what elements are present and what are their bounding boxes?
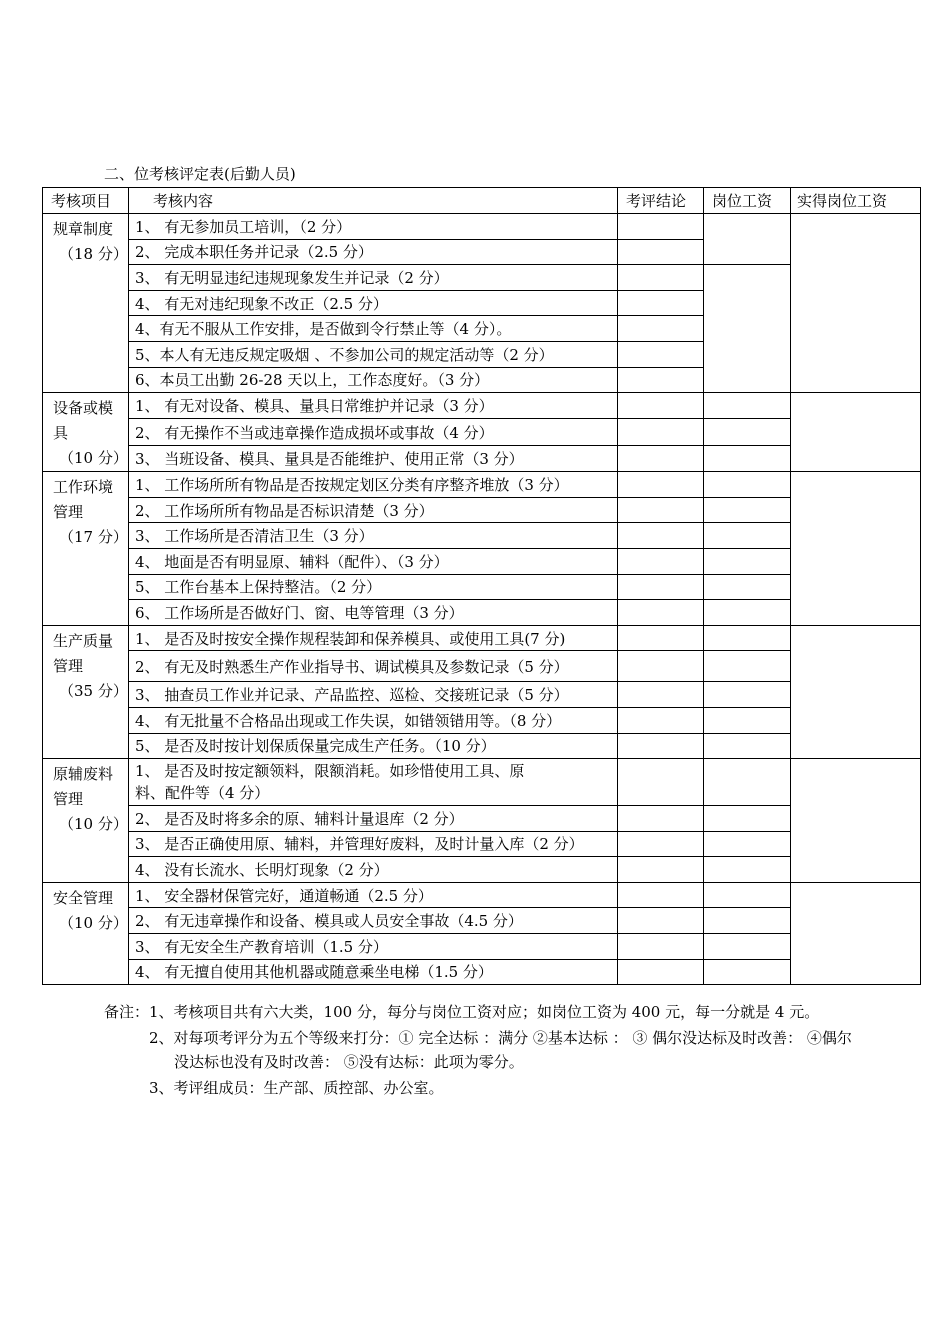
item-text: 6、 工作场所是否做好门、窗、电等管理（3 分） xyxy=(129,600,618,626)
category-name: 生产质量管理 xyxy=(53,631,114,675)
conclusion-cell[interactable] xyxy=(618,908,704,934)
table-row xyxy=(43,600,921,626)
table-row xyxy=(43,472,921,498)
category-score: （10 分） xyxy=(59,815,128,834)
item-text: 4、 有无擅自使用其他机器或随意乘坐电梯（1.5 分） xyxy=(129,959,618,985)
table-row xyxy=(43,908,921,934)
conclusion-cell[interactable] xyxy=(618,445,704,471)
table-row xyxy=(43,959,921,985)
conclusion-cell[interactable] xyxy=(618,625,704,651)
wage-cell[interactable] xyxy=(704,445,791,471)
wage-cell[interactable] xyxy=(704,733,791,759)
header-actual-wage: 实得岗位工资 xyxy=(791,188,921,214)
page-title: 二、位考核评定表(后勤人员) xyxy=(104,165,296,183)
conclusion-cell[interactable] xyxy=(618,523,704,549)
category-score: （10 分） xyxy=(59,449,128,468)
table-row xyxy=(43,934,921,960)
category-cell xyxy=(43,882,129,984)
header-row xyxy=(43,188,921,214)
wage-cell[interactable] xyxy=(704,759,791,806)
table-row xyxy=(43,882,921,908)
category-score: （18 分） xyxy=(59,245,128,263)
actual-wage-cell[interactable] xyxy=(791,393,921,472)
wage-cell[interactable] xyxy=(704,625,791,651)
item-text: 4、 地面是否有明显原、辅料（配件）、（3 分） xyxy=(129,548,618,574)
item-text: 1、 工作场所所有物品是否按规定划区分类有序整齐堆放（3 分） xyxy=(129,472,618,498)
wage-cell[interactable] xyxy=(704,651,791,682)
conclusion-cell[interactable] xyxy=(618,341,704,367)
category-cell xyxy=(43,625,129,758)
category-name: 设备或模具 xyxy=(53,399,114,443)
item-text: 2、 是否及时将多余的原、辅料计量退库（2 分） xyxy=(129,806,618,832)
conclusion-cell[interactable] xyxy=(618,759,704,806)
item-text: 1、 安全器材保管完好，通道畅通（2.5 分） xyxy=(129,882,618,908)
wage-cell[interactable] xyxy=(704,574,791,600)
actual-wage-cell[interactable] xyxy=(791,625,921,758)
conclusion-cell[interactable] xyxy=(618,682,704,708)
wage-cell[interactable] xyxy=(704,682,791,708)
item-text: 1、 有无对设备、模具、量具日常维护并记录（3 分） xyxy=(129,393,618,419)
wage-cell[interactable] xyxy=(704,857,791,883)
item-text: 4、 有无批量不合格品出现或工作失误，如错领错用等。（8 分） xyxy=(129,707,618,733)
table-row xyxy=(43,445,921,471)
item-text: 3、 当班设备、模具、量具是否能维护、使用正常（3 分） xyxy=(129,445,618,471)
conclusion-cell[interactable] xyxy=(618,265,704,291)
conclusion-cell[interactable] xyxy=(618,934,704,960)
conclusion-cell[interactable] xyxy=(618,831,704,857)
evaluation-table xyxy=(42,187,921,985)
table-row xyxy=(43,548,921,574)
category-score: （35 分） xyxy=(59,681,128,700)
category-score: （10 分） xyxy=(59,913,128,932)
item-text: 3、 工作场所是否清洁卫生（3 分） xyxy=(129,523,618,549)
item-text: 2、 有无及时熟悉生产作业指导书、调试模具及参数记录（5 分） xyxy=(129,651,618,682)
category-cell xyxy=(43,759,129,883)
wage-cell[interactable] xyxy=(704,959,791,985)
conclusion-cell[interactable] xyxy=(618,806,704,832)
item-text: 1、 是否及时按定额领料，限额消耗。如珍惜使用工具、原料、配件等（4 分） xyxy=(129,759,618,806)
category-name: 安全管理 xyxy=(53,888,114,907)
conclusion-cell[interactable] xyxy=(618,214,704,240)
wage-cell[interactable] xyxy=(704,472,791,498)
conclusion-cell[interactable] xyxy=(618,548,704,574)
category-cell xyxy=(43,472,129,626)
wage-cell[interactable] xyxy=(704,600,791,626)
item-text: 4、 有无对违纪现象不改正（2.5 分） xyxy=(129,290,618,316)
table-row xyxy=(43,759,921,806)
conclusion-cell[interactable] xyxy=(618,239,704,265)
actual-wage-cell[interactable] xyxy=(791,214,921,393)
wage-cell[interactable] xyxy=(704,419,791,445)
item-text: 5、 是否及时按计划保质保量完成生产任务。（10 分） xyxy=(129,733,618,759)
conclusion-cell[interactable] xyxy=(618,600,704,626)
wage-cell[interactable] xyxy=(704,882,791,908)
wage-cell[interactable] xyxy=(704,934,791,960)
header-content: 考核内容 xyxy=(129,188,618,214)
header-wage: 岗位工资 xyxy=(704,188,791,214)
actual-wage-cell[interactable] xyxy=(791,882,921,984)
note-3: 3、考评组成员：生产部、质控部、办公室。 xyxy=(149,1079,444,1097)
conclusion-cell[interactable] xyxy=(618,393,704,419)
note-1: 备注：1、考核项目共有六大类，100 分，每分与岗位工资对应；如岗位工资为 400 元，每一分就是 4 元。 xyxy=(104,1003,820,1021)
note-2: 2、对每项考评分为五个等级来打分：① 完全达标 ：满分 ②基本达标 ： ③ 偶尔没达标及时改善： ④偶尔没达标也没有及时改善： ⑤没有达标：此项为零分。 xyxy=(149,1029,852,1071)
item-text: 2、 工作场所所有物品是否标识清楚（3 分） xyxy=(129,497,618,523)
table-row xyxy=(43,651,921,682)
wage-cell[interactable] xyxy=(704,908,791,934)
wage-cell[interactable] xyxy=(704,707,791,733)
wage-cell[interactable] xyxy=(704,214,791,265)
category-score: （17 分） xyxy=(59,528,128,547)
category-name: 原辅废料管理 xyxy=(53,765,114,809)
wage-cell[interactable] xyxy=(704,265,791,393)
table-row xyxy=(43,214,921,240)
wage-cell[interactable] xyxy=(704,523,791,549)
category-cell xyxy=(43,393,129,472)
category-name: 规章制度 xyxy=(53,220,114,238)
item-text: 6、本员工出勤 26-28 天以上，工作态度好。（3 分） xyxy=(129,367,618,393)
notes-section xyxy=(104,1000,864,1100)
table-row xyxy=(43,419,921,445)
table-row xyxy=(43,733,921,759)
conclusion-cell[interactable] xyxy=(618,959,704,985)
table-row xyxy=(43,707,921,733)
actual-wage-cell[interactable] xyxy=(791,759,921,883)
category-name: 工作环境管理 xyxy=(53,478,114,522)
item-text: 2、 有无违章操作和设备、模具或人员安全事故（4.5 分） xyxy=(129,908,618,934)
conclusion-cell[interactable] xyxy=(618,857,704,883)
conclusion-cell[interactable] xyxy=(618,651,704,682)
table-row xyxy=(43,682,921,708)
conclusion-cell[interactable] xyxy=(618,367,704,393)
table-row xyxy=(43,574,921,600)
item-text: 5、本人有无违反规定吸烟 、不参加公司的规定活动等（2 分） xyxy=(129,341,618,367)
conclusion-cell[interactable] xyxy=(618,316,704,342)
table-row xyxy=(43,625,921,651)
header-project: 考核项目 xyxy=(43,188,129,214)
category-cell xyxy=(43,214,129,393)
item-text: 2、 完成本职任务并记录（2.5 分） xyxy=(129,239,618,265)
item-text: 1、 有无参加员工培训，（2 分） xyxy=(129,214,618,240)
table-row xyxy=(43,497,921,523)
table-row xyxy=(43,265,921,291)
wage-cell[interactable] xyxy=(704,806,791,832)
conclusion-cell[interactable] xyxy=(618,497,704,523)
conclusion-cell[interactable] xyxy=(618,574,704,600)
wage-cell[interactable] xyxy=(704,548,791,574)
item-text: 3、 有无明显违纪违规现象发生并记录（2 分） xyxy=(129,265,618,291)
item-text: 2、 有无操作不当或违章操作造成损坏或事故（4 分） xyxy=(129,419,618,445)
wage-cell[interactable] xyxy=(704,497,791,523)
header-conclusion: 考评结论 xyxy=(618,188,704,214)
item-text: 5、 工作台基本上保持整洁。（2 分） xyxy=(129,574,618,600)
actual-wage-cell[interactable] xyxy=(791,472,921,626)
conclusion-cell[interactable] xyxy=(618,419,704,445)
wage-cell[interactable] xyxy=(704,831,791,857)
item-text: 4、有无不服从工作安排，是否做到令行禁止等（4 分）。 xyxy=(129,316,618,342)
item-text: 4、 没有长流水、长明灯现象（2 分） xyxy=(129,857,618,883)
table-row xyxy=(43,831,921,857)
conclusion-cell[interactable] xyxy=(618,882,704,908)
item-text: 3、 是否正确使用原、辅料，并管理好废料，及时计量入库（2 分） xyxy=(129,831,618,857)
item-text: 3、 有无安全生产教育培训（1.5 分） xyxy=(129,934,618,960)
wage-cell[interactable] xyxy=(704,393,791,419)
table-row xyxy=(43,857,921,883)
conclusion-cell[interactable] xyxy=(618,707,704,733)
conclusion-cell[interactable] xyxy=(618,290,704,316)
conclusion-cell[interactable] xyxy=(618,733,704,759)
table-row xyxy=(43,806,921,832)
table-row xyxy=(43,523,921,549)
item-text: 3、 抽查员工作业并记录、产品监控、巡检、交接班记录（5 分） xyxy=(129,682,618,708)
conclusion-cell[interactable] xyxy=(618,472,704,498)
table-row xyxy=(43,393,921,419)
item-text: 1、 是否及时按安全操作规程装卸和保养模具、或使用工具(7 分) xyxy=(129,625,618,651)
